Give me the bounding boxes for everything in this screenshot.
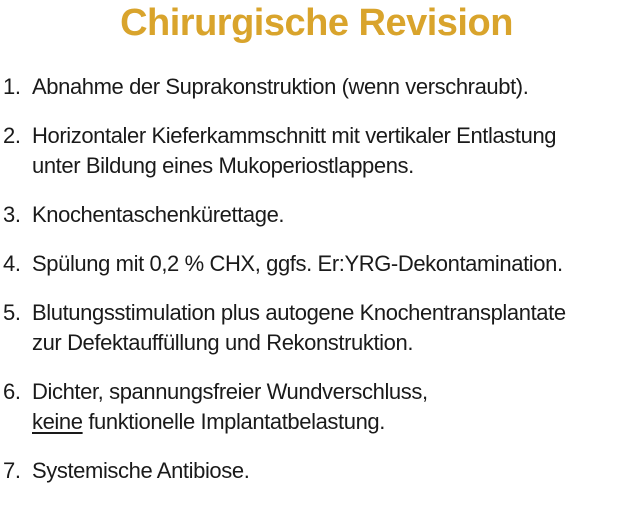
step-list xyxy=(0,72,633,505)
step-number: 1. xyxy=(3,74,21,99)
step-text-continued: zur Defektauffüllung und Rekonstruktion. xyxy=(32,330,414,355)
step-number: 7. xyxy=(3,458,21,483)
step-text-continued xyxy=(32,407,633,437)
page-title: Chirurgische Revision xyxy=(120,2,513,44)
step-text-rest: funktionelle Implantatbelastung. xyxy=(82,409,385,434)
step-number: 6. xyxy=(3,379,21,404)
step-number: 2. xyxy=(3,123,21,148)
list-item xyxy=(0,72,633,102)
list-item xyxy=(0,456,633,486)
step-text: Blutungsstimulation plus autogene Knochentransplantate xyxy=(32,300,566,325)
step-text: Knochentaschenkürettage. xyxy=(32,202,285,227)
list-item xyxy=(0,249,633,279)
step-text: Spülung mit 0,2 % CHX, ggfs. Er:YRG-Dekontamination. xyxy=(32,251,563,276)
step-text: Dichter, spannungsfreier Wundverschluss, xyxy=(32,379,428,404)
list-item xyxy=(0,377,633,437)
list-item xyxy=(0,200,633,230)
emphasis-underlined: keine xyxy=(32,409,83,434)
list-item xyxy=(0,298,633,358)
list-item xyxy=(0,121,633,181)
step-text: Horizontaler Kieferkammschnitt mit vertikaler Entlastung xyxy=(32,123,557,148)
step-text: Abnahme der Suprakonstruktion (wenn verschraubt). xyxy=(32,74,529,99)
step-number: 5. xyxy=(3,300,21,325)
step-text-continued: unter Bildung eines Mukoperiostlappens. xyxy=(32,153,414,178)
step-number: 3. xyxy=(3,202,21,227)
step-text: Systemische Antibiose. xyxy=(32,458,250,483)
step-number: 4. xyxy=(3,251,21,276)
